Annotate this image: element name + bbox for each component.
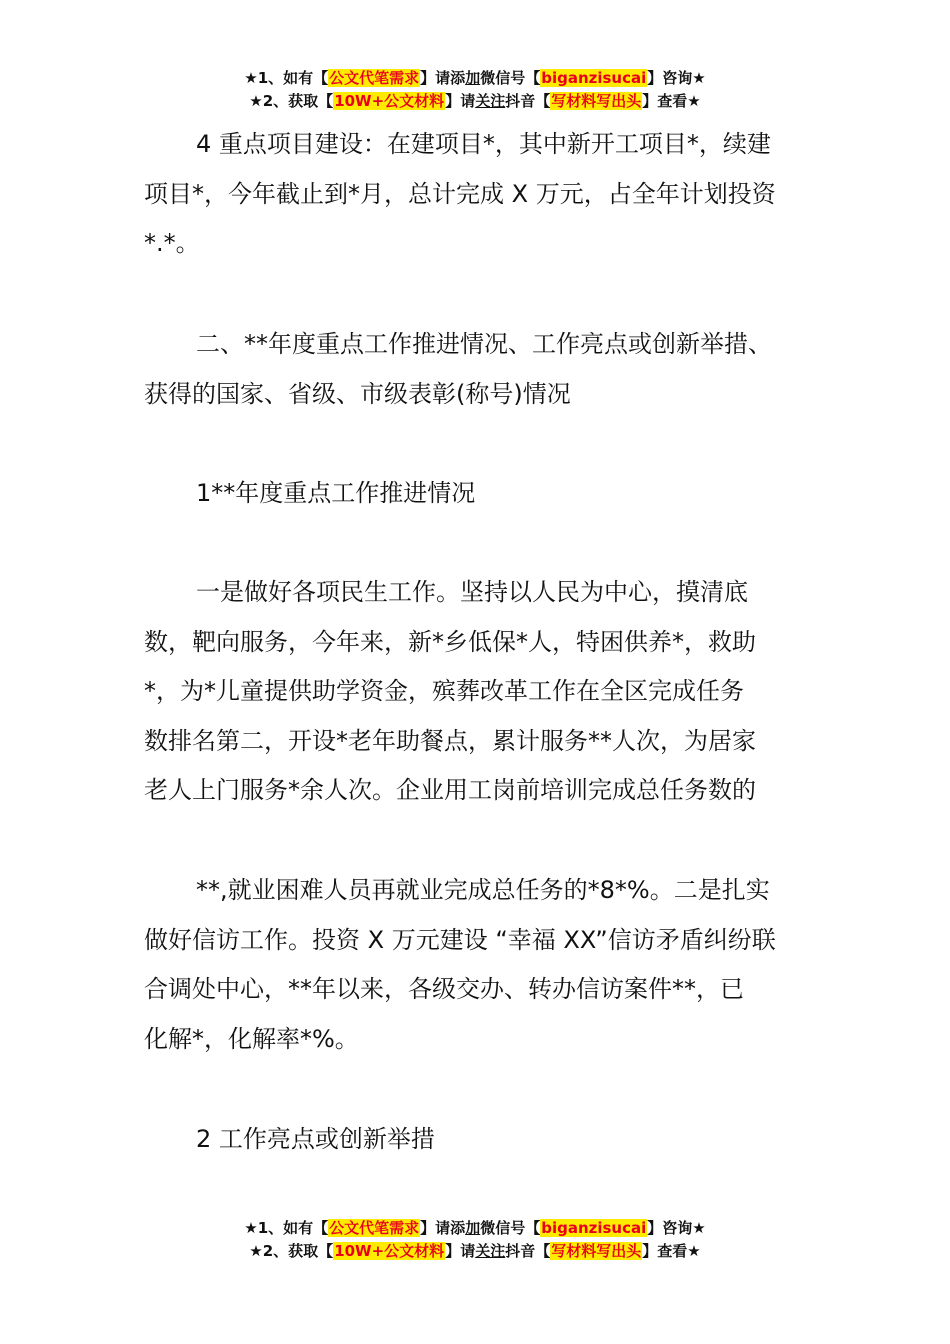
banner-text: ★2、获取【 — [249, 1242, 334, 1260]
banner-text: 微信号【 — [480, 69, 541, 87]
banner-text: 】请添 — [420, 69, 466, 87]
banner-text: 】咨询★ — [647, 1219, 706, 1237]
paragraph-petition-work — [144, 866, 812, 1064]
banner-highlight: 10W+公文材料 — [334, 92, 445, 110]
paragraph-line: **,就业困难人员再就业完成总任务的*8*%。二是扎实 — [196, 876, 770, 904]
paragraph-key-projects — [144, 120, 812, 269]
banner-text: ★2、获取【 — [249, 92, 334, 110]
paragraph-line: 1**年度重点工作推进情况 — [196, 479, 476, 507]
banner-underline-text: 关注 — [475, 92, 506, 110]
banner-text: 】请添 — [420, 1219, 466, 1237]
paragraph-line: 项目*，今年截止到*月，总计完成 X 万元，占全年计划投资 — [144, 179, 776, 208]
paragraph-line: *.*。 — [144, 229, 200, 257]
banner-highlight: biganzisucai — [541, 69, 647, 87]
footer-banner-line-2 — [0, 1240, 950, 1263]
subheading-innovation — [144, 1115, 812, 1165]
banner-text: 】查看★ — [642, 92, 701, 110]
paragraph-livelihood-work — [144, 568, 812, 816]
paragraph-line: 二、**年度重点工作推进情况、工作亮点或创新举措、 — [196, 330, 772, 358]
banner-highlight: 写材料写出头 — [551, 92, 642, 110]
paragraph-line: 2 工作亮点或创新举措 — [196, 1125, 435, 1153]
footer-banner — [0, 1217, 950, 1263]
paragraph-line: 化解*，化解率*%。 — [144, 1024, 359, 1053]
banner-text: ★1、如有【 — [244, 69, 329, 87]
footer-banner-line-1 — [0, 1217, 950, 1240]
banner-text: ★1、如有【 — [244, 1219, 329, 1237]
banner-highlight: 公文代笔需求 — [329, 69, 420, 87]
header-banner — [0, 67, 950, 113]
banner-text: 微信号【 — [480, 1219, 541, 1237]
paragraph-line: 做好信访工作。投资 X 万元建设 “幸福 XX”信访矛盾纠纷联 — [144, 925, 776, 954]
paragraph-line: 4 重点项目建设：在建项目*，其中新开工项目*，续建 — [196, 130, 771, 158]
paragraph-line: 一是做好各项民生工作。坚持以人民为中心，摸清底 — [196, 578, 748, 606]
section-heading-two — [144, 320, 812, 419]
paragraph-line: 数，靶向服务，今年来，新*乡低保*人，特困供养*，救助 — [144, 627, 756, 656]
banner-highlight: 10W+公文材料 — [334, 1242, 445, 1260]
paragraph-line: 数排名第二，开设*老年助餐点，累计服务**人次，为居家 — [144, 726, 756, 755]
banner-underline-text: 加 — [465, 69, 481, 87]
banner-highlight: 公文代笔需求 — [329, 1219, 420, 1237]
subheading-annual-work — [144, 469, 812, 519]
paragraph-line: 老人上门服务*余人次。企业用工岗前培训完成总任务数的 — [144, 776, 756, 804]
banner-highlight: 写材料写出头 — [551, 1242, 642, 1260]
banner-underline-text: 加 — [465, 1219, 481, 1237]
banner-text: 抖音【 — [505, 1242, 551, 1260]
paragraph-line: *，为*儿童提供助学资金，殡葬改革工作在全区完成任务 — [144, 677, 744, 705]
header-banner-line-2 — [0, 90, 950, 113]
banner-text: 】请 — [445, 1242, 476, 1260]
banner-text: 】请 — [445, 92, 476, 110]
banner-text: 】查看★ — [642, 1242, 701, 1260]
banner-underline-text: 关注 — [475, 1242, 506, 1260]
paragraph-line: 获得的国家、省级、市级表彰(称号)情况 — [144, 379, 571, 408]
banner-text: 抖音【 — [505, 92, 551, 110]
banner-text: 】咨询★ — [647, 69, 706, 87]
header-banner-line-1 — [0, 67, 950, 90]
banner-highlight: biganzisucai — [541, 1219, 647, 1237]
paragraph-line: 合调处中心，**年以来，各级交办、转办信访案件**，已 — [144, 975, 744, 1003]
